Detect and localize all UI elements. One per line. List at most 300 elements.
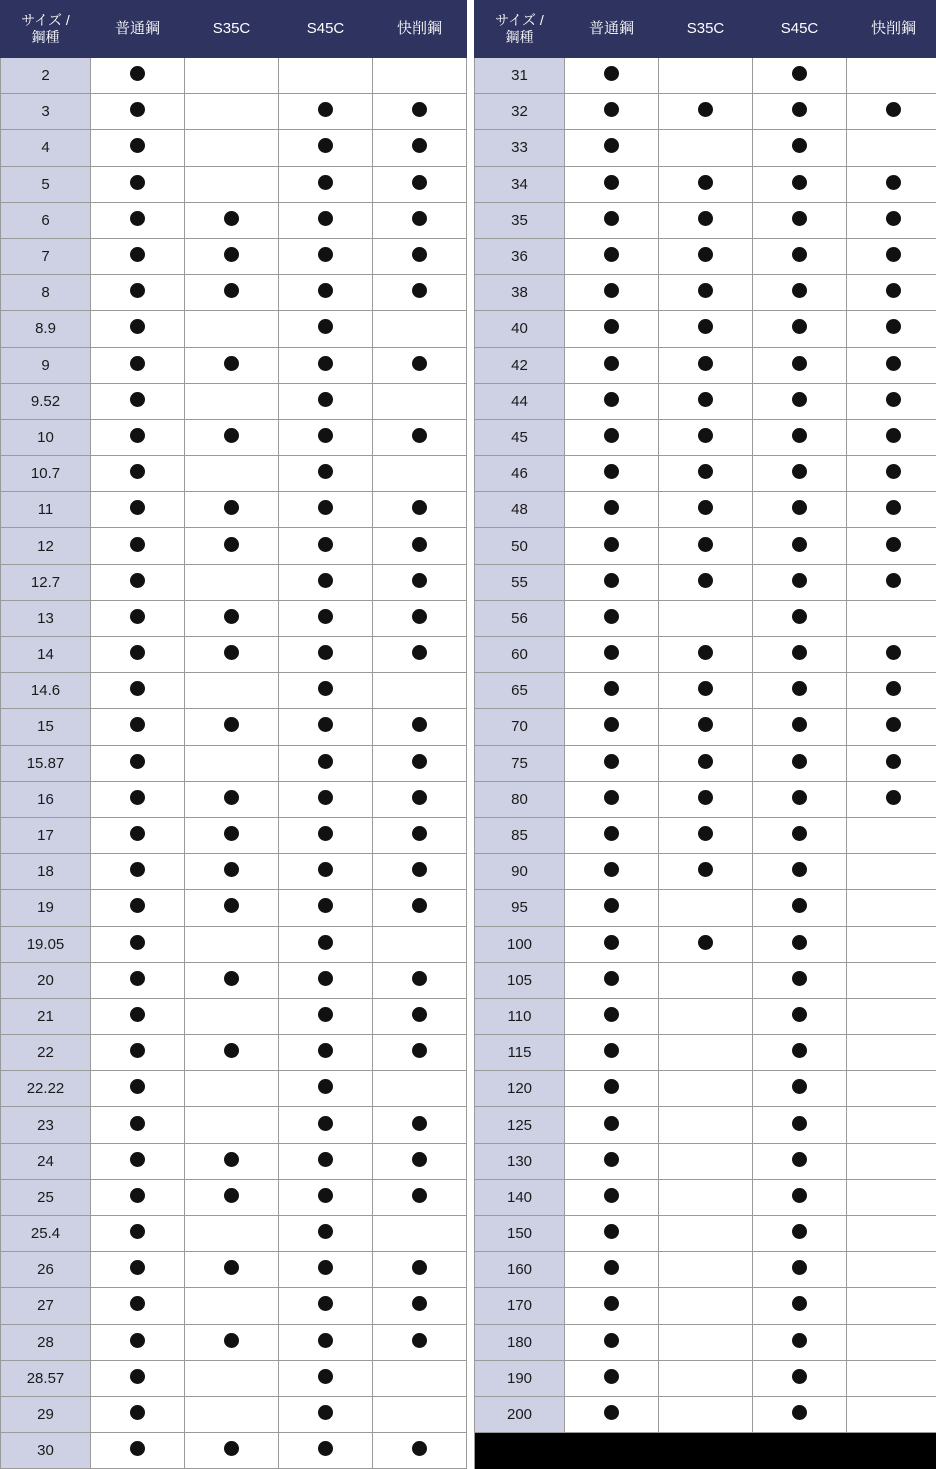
- availability-dot-icon: [792, 1043, 807, 1058]
- cell-left-kaisakukou: [373, 998, 467, 1034]
- cell-right-s35c: [659, 1324, 753, 1360]
- availability-dot-icon: [318, 1369, 333, 1384]
- availability-dot-icon: [412, 790, 427, 805]
- availability-dot-icon: [130, 790, 145, 805]
- availability-dot-icon: [604, 1188, 619, 1203]
- cell-left-futsukou: [91, 709, 185, 745]
- cell-right-kaisakukou: [847, 1360, 936, 1396]
- cell-right-s45c: [753, 492, 847, 528]
- table-row: [1, 1360, 936, 1396]
- availability-dot-icon: [130, 862, 145, 877]
- blank-filler-cell: [475, 1433, 936, 1469]
- availability-dot-icon: [412, 971, 427, 986]
- table-row: [1, 600, 936, 636]
- availability-dot-icon: [604, 537, 619, 552]
- availability-dot-icon: [604, 1152, 619, 1167]
- cell-left-kaisakukou: [373, 311, 467, 347]
- availability-dot-icon: [604, 138, 619, 153]
- cell-right-s35c: [659, 600, 753, 636]
- cell-right-s45c: [753, 238, 847, 274]
- cell-left-s45c: [279, 781, 373, 817]
- cell-right-s45c: [753, 419, 847, 455]
- cell-right-futsukou: [565, 383, 659, 419]
- availability-dot-icon: [886, 537, 901, 552]
- availability-dot-icon: [224, 862, 239, 877]
- header-kaisakukou-left: 快削鋼: [373, 1, 467, 58]
- cell-left-kaisakukou: [373, 419, 467, 455]
- availability-dot-icon: [792, 1333, 807, 1348]
- column-separator: [467, 275, 475, 311]
- availability-dot-icon: [792, 1116, 807, 1131]
- table-row: [1, 564, 936, 600]
- cell-right-futsukou: [565, 1071, 659, 1107]
- size-label-left: 15.87: [1, 745, 91, 781]
- size-label-left: 6: [1, 202, 91, 238]
- cell-right-kaisakukou: [847, 94, 936, 130]
- availability-dot-icon: [604, 1296, 619, 1311]
- cell-right-futsukou: [565, 564, 659, 600]
- cell-right-s45c: [753, 564, 847, 600]
- cell-right-futsukou: [565, 528, 659, 564]
- size-label-right: 40: [475, 311, 565, 347]
- table-row: [1, 419, 936, 455]
- availability-dot-icon: [698, 935, 713, 950]
- cell-right-futsukou: [565, 637, 659, 673]
- availability-dot-icon: [604, 500, 619, 515]
- availability-dot-icon: [886, 500, 901, 515]
- header-futsukou-right: 普通鋼: [565, 1, 659, 58]
- availability-dot-icon: [604, 1007, 619, 1022]
- availability-dot-icon: [412, 1260, 427, 1275]
- cell-right-s35c: [659, 238, 753, 274]
- cell-left-s45c: [279, 1107, 373, 1143]
- availability-dot-icon: [698, 283, 713, 298]
- cell-right-s45c: [753, 637, 847, 673]
- availability-dot-icon: [792, 717, 807, 732]
- availability-dot-icon: [412, 1152, 427, 1167]
- column-separator: [467, 166, 475, 202]
- size-label-right: 120: [475, 1071, 565, 1107]
- availability-dot-icon: [318, 428, 333, 443]
- size-label-left: 18: [1, 854, 91, 890]
- size-label-right: 100: [475, 926, 565, 962]
- cell-left-s45c: [279, 637, 373, 673]
- size-label-right: 70: [475, 709, 565, 745]
- availability-dot-icon: [318, 1296, 333, 1311]
- availability-dot-icon: [604, 1043, 619, 1058]
- cell-left-kaisakukou: [373, 275, 467, 311]
- availability-dot-icon: [604, 392, 619, 407]
- size-label-right: 36: [475, 238, 565, 274]
- column-separator: [467, 600, 475, 636]
- availability-dot-icon: [886, 573, 901, 588]
- availability-dot-icon: [130, 1224, 145, 1239]
- cell-left-kaisakukou: [373, 1071, 467, 1107]
- cell-right-kaisakukou: [847, 311, 936, 347]
- availability-dot-icon: [130, 1296, 145, 1311]
- cell-right-futsukou: [565, 1216, 659, 1252]
- size-label-right: 55: [475, 564, 565, 600]
- column-separator: [467, 637, 475, 673]
- cell-left-kaisakukou: [373, 1288, 467, 1324]
- cell-right-kaisakukou: [847, 1035, 936, 1071]
- column-separator: [467, 998, 475, 1034]
- column-separator: [467, 962, 475, 998]
- header-size-line2: 鋼種: [506, 29, 534, 45]
- size-label-right: 95: [475, 890, 565, 926]
- availability-dot-icon: [224, 645, 239, 660]
- size-label-left: 14: [1, 637, 91, 673]
- availability-dot-icon: [318, 319, 333, 334]
- header-futsukou-left: 普通鋼: [91, 1, 185, 58]
- availability-dot-icon: [130, 681, 145, 696]
- availability-dot-icon: [412, 898, 427, 913]
- availability-dot-icon: [792, 138, 807, 153]
- cell-left-kaisakukou: [373, 1143, 467, 1179]
- availability-dot-icon: [792, 645, 807, 660]
- column-separator: [467, 1035, 475, 1071]
- availability-dot-icon: [224, 971, 239, 986]
- availability-dot-icon: [130, 464, 145, 479]
- cell-left-futsukou: [91, 456, 185, 492]
- cell-left-s35c: [185, 528, 279, 564]
- size-label-left: 22: [1, 1035, 91, 1071]
- table-row: [1, 637, 936, 673]
- cell-left-s35c: [185, 456, 279, 492]
- availability-dot-icon: [130, 573, 145, 588]
- cell-right-s45c: [753, 58, 847, 94]
- availability-dot-icon: [698, 102, 713, 117]
- cell-left-s45c: [279, 1433, 373, 1469]
- column-separator: [467, 709, 475, 745]
- cell-left-kaisakukou: [373, 383, 467, 419]
- cell-right-s45c: [753, 202, 847, 238]
- cell-right-s45c: [753, 1324, 847, 1360]
- cell-left-kaisakukou: [373, 94, 467, 130]
- availability-dot-icon: [412, 1441, 427, 1456]
- size-label-left: 23: [1, 1107, 91, 1143]
- availability-dot-icon: [792, 500, 807, 515]
- column-separator: [467, 745, 475, 781]
- cell-right-futsukou: [565, 1143, 659, 1179]
- cell-left-s35c: [185, 419, 279, 455]
- cell-left-s35c: [185, 1396, 279, 1432]
- availability-dot-icon: [412, 645, 427, 660]
- table-row: [1, 1396, 936, 1432]
- availability-dot-icon: [130, 392, 145, 407]
- cell-left-s45c: [279, 58, 373, 94]
- availability-dot-icon: [604, 1079, 619, 1094]
- table-row: [1, 817, 936, 853]
- cell-right-s35c: [659, 1252, 753, 1288]
- availability-dot-icon: [886, 211, 901, 226]
- cell-right-kaisakukou: [847, 1107, 936, 1143]
- cell-right-s45c: [753, 1143, 847, 1179]
- availability-dot-icon: [698, 175, 713, 190]
- cell-right-s45c: [753, 1288, 847, 1324]
- cell-left-s35c: [185, 1107, 279, 1143]
- cell-right-s35c: [659, 1396, 753, 1432]
- cell-right-s35c: [659, 926, 753, 962]
- cell-right-futsukou: [565, 962, 659, 998]
- cell-left-futsukou: [91, 202, 185, 238]
- availability-dot-icon: [698, 392, 713, 407]
- cell-left-s35c: [185, 600, 279, 636]
- size-label-left: 28: [1, 1324, 91, 1360]
- availability-dot-icon: [604, 102, 619, 117]
- availability-dot-icon: [412, 1188, 427, 1203]
- cell-right-kaisakukou: [847, 238, 936, 274]
- availability-dot-icon: [318, 283, 333, 298]
- availability-dot-icon: [698, 717, 713, 732]
- cell-right-kaisakukou: [847, 781, 936, 817]
- cell-left-s45c: [279, 998, 373, 1034]
- size-label-left: 5: [1, 166, 91, 202]
- cell-left-s45c: [279, 383, 373, 419]
- cell-right-kaisakukou: [847, 1252, 936, 1288]
- availability-dot-icon: [412, 138, 427, 153]
- availability-dot-icon: [130, 1260, 145, 1275]
- availability-dot-icon: [318, 790, 333, 805]
- availability-dot-icon: [130, 319, 145, 334]
- size-label-left: 7: [1, 238, 91, 274]
- cell-left-futsukou: [91, 58, 185, 94]
- cell-right-s45c: [753, 528, 847, 564]
- availability-dot-icon: [698, 319, 713, 334]
- cell-right-futsukou: [565, 311, 659, 347]
- table-row: [1, 854, 936, 890]
- cell-right-kaisakukou: [847, 962, 936, 998]
- availability-dot-icon: [130, 138, 145, 153]
- cell-left-kaisakukou: [373, 456, 467, 492]
- cell-right-s45c: [753, 854, 847, 890]
- size-label-right: 65: [475, 673, 565, 709]
- availability-dot-icon: [698, 790, 713, 805]
- availability-dot-icon: [130, 1333, 145, 1348]
- availability-dot-icon: [792, 1260, 807, 1275]
- availability-dot-icon: [604, 681, 619, 696]
- cell-left-s45c: [279, 1143, 373, 1179]
- cell-left-futsukou: [91, 962, 185, 998]
- cell-left-s35c: [185, 94, 279, 130]
- cell-left-kaisakukou: [373, 564, 467, 600]
- cell-left-s35c: [185, 745, 279, 781]
- availability-dot-icon: [604, 971, 619, 986]
- header-s45c-right: S45C: [753, 1, 847, 58]
- cell-left-s45c: [279, 94, 373, 130]
- availability-dot-icon: [318, 1224, 333, 1239]
- cell-left-futsukou: [91, 311, 185, 347]
- cell-left-s45c: [279, 419, 373, 455]
- cell-left-s35c: [185, 998, 279, 1034]
- table-row: [1, 1324, 936, 1360]
- size-label-left: 24: [1, 1143, 91, 1179]
- cell-right-futsukou: [565, 1288, 659, 1324]
- cell-left-s35c: [185, 492, 279, 528]
- cell-right-kaisakukou: [847, 854, 936, 890]
- size-label-left: 26: [1, 1252, 91, 1288]
- cell-right-s35c: [659, 1288, 753, 1324]
- size-label-right: 42: [475, 347, 565, 383]
- cell-left-kaisakukou: [373, 854, 467, 890]
- header-kaisakukou-right: 快削鋼: [847, 1, 936, 58]
- availability-dot-icon: [886, 645, 901, 660]
- header-size-line1: サイズ /: [21, 12, 70, 28]
- cell-right-futsukou: [565, 1107, 659, 1143]
- cell-right-s45c: [753, 817, 847, 853]
- cell-left-s35c: [185, 1143, 279, 1179]
- cell-right-s35c: [659, 311, 753, 347]
- availability-dot-icon: [130, 826, 145, 841]
- cell-right-s45c: [753, 962, 847, 998]
- cell-left-futsukou: [91, 1143, 185, 1179]
- cell-right-kaisakukou: [847, 275, 936, 311]
- cell-left-kaisakukou: [373, 238, 467, 274]
- availability-dot-icon: [698, 356, 713, 371]
- availability-dot-icon: [792, 1188, 807, 1203]
- availability-dot-icon: [604, 609, 619, 624]
- column-separator: [467, 1396, 475, 1432]
- cell-left-s45c: [279, 673, 373, 709]
- availability-dot-icon: [224, 428, 239, 443]
- cell-right-kaisakukou: [847, 1071, 936, 1107]
- cell-left-futsukou: [91, 1360, 185, 1396]
- cell-right-s35c: [659, 854, 753, 890]
- cell-right-kaisakukou: [847, 998, 936, 1034]
- cell-left-kaisakukou: [373, 745, 467, 781]
- cell-right-s45c: [753, 166, 847, 202]
- cell-right-s45c: [753, 275, 847, 311]
- availability-dot-icon: [130, 1043, 145, 1058]
- cell-left-futsukou: [91, 637, 185, 673]
- availability-dot-icon: [130, 537, 145, 552]
- cell-left-futsukou: [91, 926, 185, 962]
- cell-left-s45c: [279, 1071, 373, 1107]
- cell-right-s45c: [753, 1216, 847, 1252]
- availability-dot-icon: [412, 1116, 427, 1131]
- availability-dot-icon: [318, 211, 333, 226]
- availability-dot-icon: [792, 1079, 807, 1094]
- table-row: [1, 781, 936, 817]
- cell-left-s35c: [185, 1252, 279, 1288]
- size-label-left: 17: [1, 817, 91, 853]
- cell-right-kaisakukou: [847, 637, 936, 673]
- column-separator: [467, 673, 475, 709]
- availability-dot-icon: [792, 392, 807, 407]
- availability-dot-icon: [412, 537, 427, 552]
- availability-dot-icon: [792, 898, 807, 913]
- size-label-left: 29: [1, 1396, 91, 1432]
- cell-left-s45c: [279, 926, 373, 962]
- availability-dot-icon: [318, 645, 333, 660]
- availability-dot-icon: [604, 898, 619, 913]
- availability-dot-icon: [792, 609, 807, 624]
- availability-dot-icon: [130, 1188, 145, 1203]
- column-separator: [467, 1216, 475, 1252]
- availability-dot-icon: [224, 790, 239, 805]
- cell-left-kaisakukou: [373, 1396, 467, 1432]
- table-row: [1, 709, 936, 745]
- availability-dot-icon: [698, 500, 713, 515]
- cell-left-futsukou: [91, 1324, 185, 1360]
- cell-left-futsukou: [91, 347, 185, 383]
- availability-dot-icon: [604, 1224, 619, 1239]
- table-row: [1, 94, 936, 130]
- cell-right-s35c: [659, 1179, 753, 1215]
- cell-right-s45c: [753, 1107, 847, 1143]
- availability-dot-icon: [318, 971, 333, 986]
- cell-left-s45c: [279, 130, 373, 166]
- availability-dot-icon: [604, 66, 619, 81]
- table-row: [1, 1071, 936, 1107]
- availability-dot-icon: [130, 717, 145, 732]
- availability-dot-icon: [792, 66, 807, 81]
- cell-left-s35c: [185, 1324, 279, 1360]
- column-separator: [467, 1107, 475, 1143]
- availability-dot-icon: [318, 356, 333, 371]
- cell-right-futsukou: [565, 854, 659, 890]
- availability-dot-icon: [886, 102, 901, 117]
- column-separator: [467, 817, 475, 853]
- cell-right-futsukou: [565, 419, 659, 455]
- column-separator: [467, 456, 475, 492]
- availability-dot-icon: [224, 1188, 239, 1203]
- size-label-left: 19.05: [1, 926, 91, 962]
- cell-right-s35c: [659, 1360, 753, 1396]
- availability-dot-icon: [886, 754, 901, 769]
- cell-right-kaisakukou: [847, 1396, 936, 1432]
- availability-dot-icon: [318, 898, 333, 913]
- cell-right-kaisakukou: [847, 1288, 936, 1324]
- cell-right-futsukou: [565, 890, 659, 926]
- size-label-left: 10: [1, 419, 91, 455]
- availability-dot-icon: [318, 392, 333, 407]
- availability-dot-icon: [886, 392, 901, 407]
- table-row: [1, 347, 936, 383]
- availability-dot-icon: [604, 283, 619, 298]
- cell-left-kaisakukou: [373, 673, 467, 709]
- column-separator: [467, 1324, 475, 1360]
- availability-dot-icon: [792, 102, 807, 117]
- availability-dot-icon: [792, 428, 807, 443]
- availability-dot-icon: [224, 609, 239, 624]
- cell-right-kaisakukou: [847, 1324, 936, 1360]
- availability-dot-icon: [792, 681, 807, 696]
- cell-left-s35c: [185, 238, 279, 274]
- availability-dot-icon: [130, 500, 145, 515]
- availability-dot-icon: [318, 573, 333, 588]
- availability-dot-icon: [130, 1405, 145, 1420]
- availability-dot-icon: [886, 681, 901, 696]
- cell-right-s45c: [753, 998, 847, 1034]
- cell-left-s35c: [185, 383, 279, 419]
- availability-dot-icon: [130, 1079, 145, 1094]
- cell-right-s45c: [753, 745, 847, 781]
- size-label-left: 21: [1, 998, 91, 1034]
- cell-right-s45c: [753, 456, 847, 492]
- cell-left-s35c: [185, 347, 279, 383]
- cell-left-s45c: [279, 600, 373, 636]
- table-row: [1, 492, 936, 528]
- cell-left-s45c: [279, 564, 373, 600]
- cell-right-s35c: [659, 347, 753, 383]
- column-separator: [467, 564, 475, 600]
- cell-right-s35c: [659, 564, 753, 600]
- availability-dot-icon: [886, 464, 901, 479]
- size-label-left: 14.6: [1, 673, 91, 709]
- column-separator: [467, 781, 475, 817]
- column-separator: [467, 854, 475, 890]
